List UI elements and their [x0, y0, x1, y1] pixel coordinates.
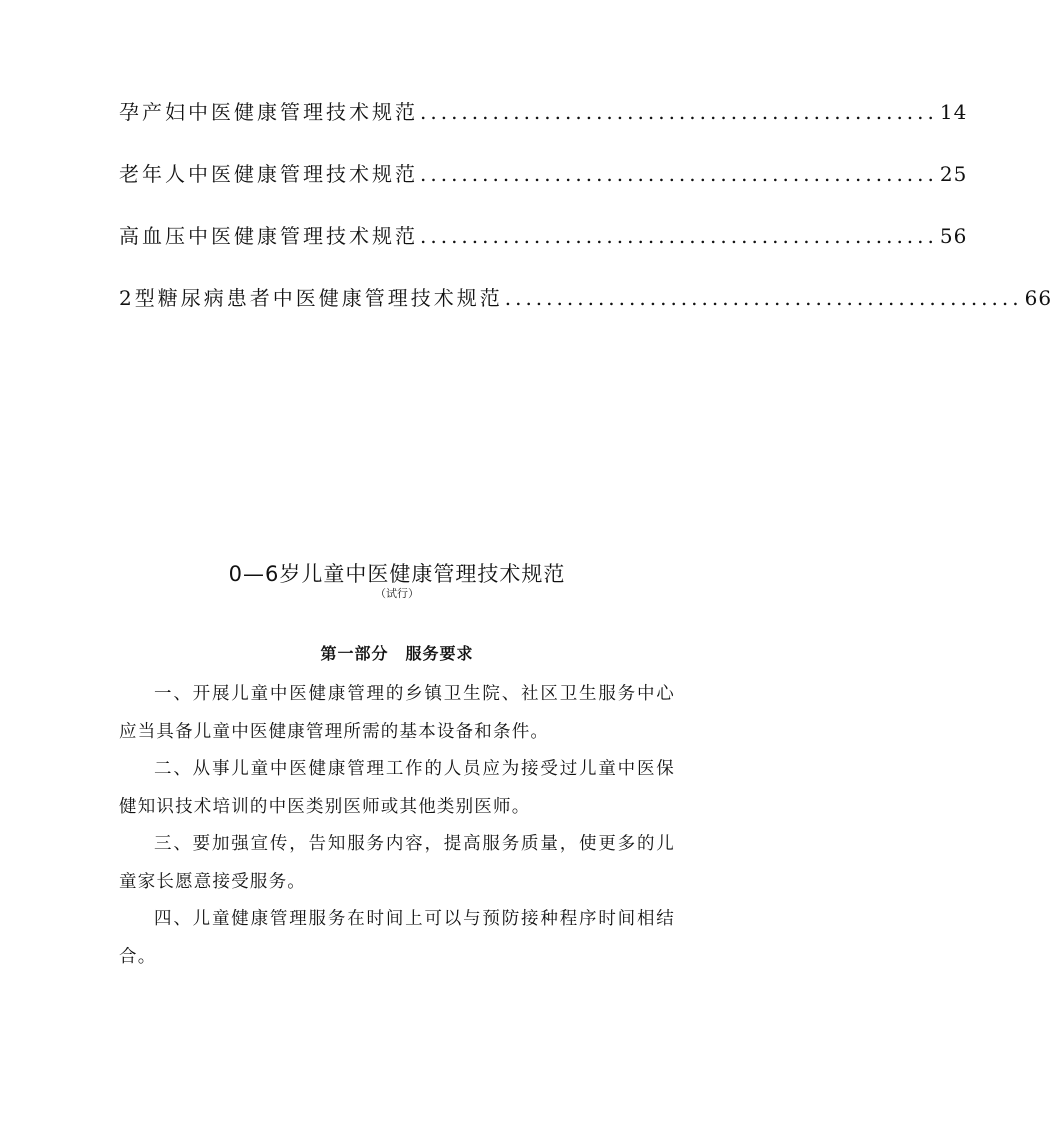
toc-leader-dots: .................................................. [420, 224, 938, 248]
body-paragraph: 二、从事儿童中医健康管理工作的人员应为接受过儿童中医保健知识技术培训的中医类别医师或其他类别医师。 [119, 759, 675, 817]
toc-page-number: 56 [939, 224, 968, 248]
toc-entry[interactable] [119, 282, 1052, 344]
toc-page-number: 66 [1024, 286, 1052, 310]
body-paragraph: 一、开展儿童中医健康管理的乡镇卫生院、社区卫生服务中心应当具备儿童中医健康管理所需的基本设备和条件。 [119, 684, 675, 742]
toc-leader-dots: .................................................. [420, 162, 938, 186]
toc-entry[interactable] [119, 96, 968, 158]
toc-page-number: 14 [939, 100, 968, 124]
toc-entry[interactable] [119, 220, 968, 282]
toc-entry-title: 高血压中医健康管理技术规范 [119, 224, 418, 248]
toc-entry-title: 2型糖尿病患者中医健康管理技术规范 [119, 286, 503, 310]
toc-entry[interactable] [119, 158, 968, 220]
toc-entry-title: 孕产妇中医健康管理技术规范 [119, 100, 418, 124]
toc-entry-title: 老年人中医健康管理技术规范 [119, 162, 418, 186]
body-paragraph: 四、儿童健康管理服务在时间上可以与预防接种程序时间相结合。 [119, 909, 675, 967]
document-title: 0—6岁儿童中医健康管理技术规范 [228, 562, 566, 586]
toc-page-number: 25 [939, 162, 968, 186]
table-of-contents [119, 96, 1052, 344]
document-body [119, 676, 675, 976]
section-heading: 第一部分 服务要求 [320, 644, 474, 663]
toc-leader-dots: .................................................. [504, 286, 1023, 310]
body-paragraph: 三、要加强宣传，告知服务内容，提高服务质量，使更多的儿童家长愿意接受服务。 [119, 834, 675, 892]
document-subtitle: （试行） [375, 587, 419, 600]
toc-leader-dots: .................................................. [420, 100, 938, 124]
